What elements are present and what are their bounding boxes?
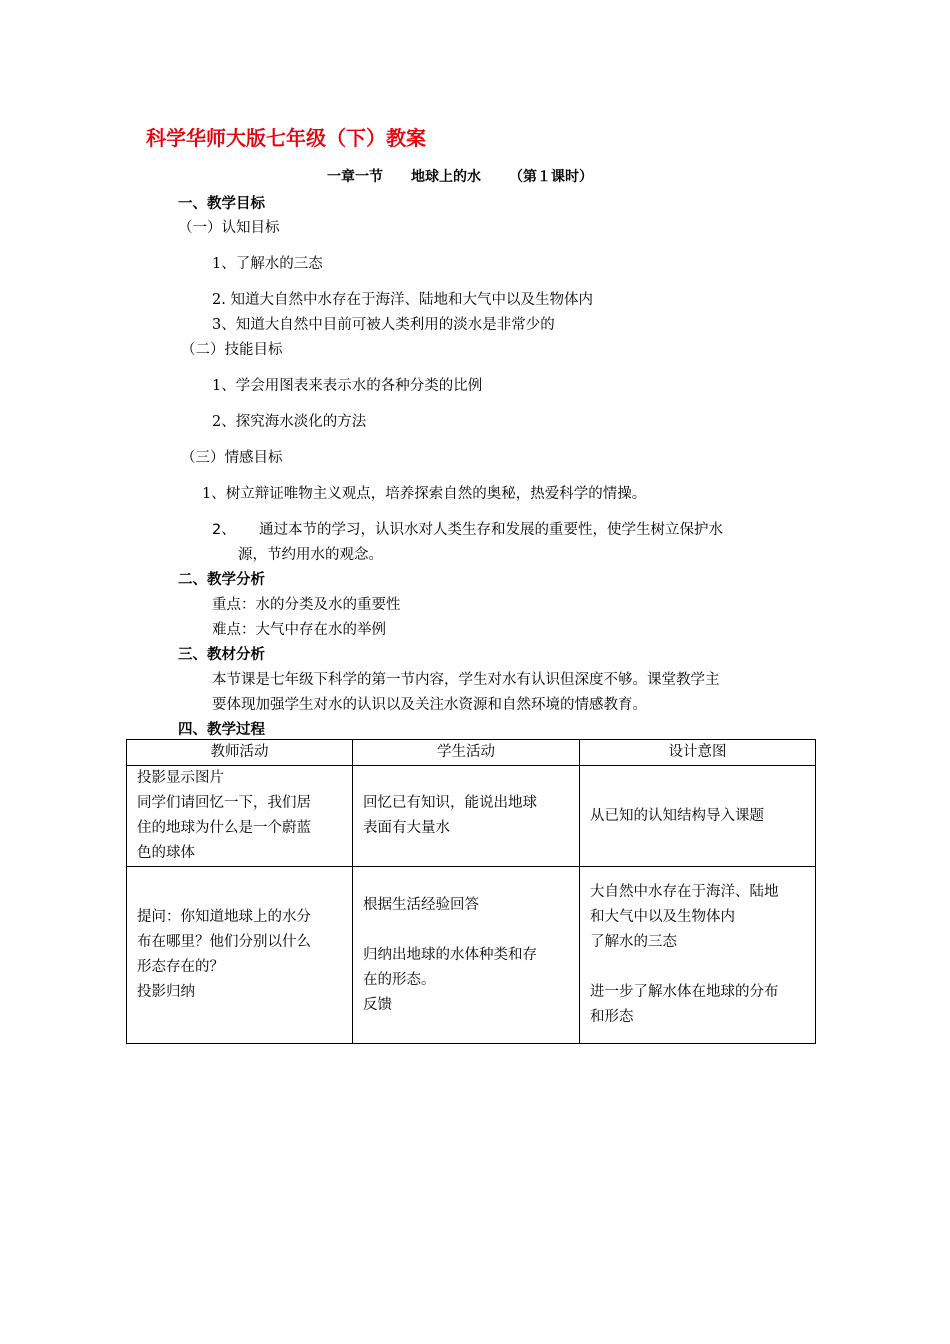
section-4-heading: 四、教学过程 [178, 722, 265, 738]
row2-teacher-cell [127, 867, 353, 1044]
row2-teacher-line: 形态存在的？ [137, 959, 224, 975]
document-title: 科学华师大版七年级（下）教案 [146, 126, 426, 150]
emotion-item-2-number: 2、 [212, 522, 236, 538]
row1-teacher-line: 投影显示图片 [137, 770, 224, 786]
row2-intent-line: 和大气中以及生物体内 [590, 909, 735, 925]
row1-student-line: 回忆已有知识，能说出地球 [363, 795, 537, 811]
lesson-subtitle [327, 166, 593, 186]
row1-intent-line: 从已知的认知结构导入课题 [590, 807, 764, 824]
row2-intent-cell [580, 867, 816, 1044]
row1-teacher-line: 住的地球为什么是一个蔚蓝 [137, 820, 311, 836]
emotion-goal-label: （三）情感目标 [181, 450, 283, 466]
row2-intent-line: 大自然中水存在于海洋、陆地 [590, 884, 779, 900]
header-design-intent: 设计意图 [580, 740, 816, 766]
row1-intent-cell [580, 766, 816, 867]
subtitle-period: （第１课时） [509, 169, 593, 185]
row2-teacher-line: 投影归纳 [137, 984, 195, 1000]
row2-teacher-line: 布在哪里？他们分别以什么 [137, 934, 311, 950]
analysis-key-point: 重点：水的分类及水的重要性 [212, 597, 401, 613]
analysis-difficulty: 难点：大气中存在水的举例 [212, 622, 386, 638]
row2-student-cell [353, 867, 580, 1044]
row2-student-line: 归纳出地球的水体种类和存 [363, 946, 537, 963]
skill-item-1: 1、学会用图表来表示水的各种分类的比例 [212, 378, 483, 394]
subtitle-chapter: 一章一节 [327, 169, 383, 185]
row2-student-line: 反馈 [363, 996, 392, 1013]
skill-goal-label: （二）技能目标 [181, 342, 283, 358]
row2-intent-line: 进一步了解水体在地球的分布 [590, 984, 779, 1000]
row1-teacher-cell [127, 766, 353, 867]
emotion-item-2-line-2: 源，节约用水的观念。 [238, 547, 383, 563]
row1-teacher-line: 色的球体 [137, 845, 195, 861]
row2-student-line: 根据生活经验回答 [363, 896, 479, 913]
cognitive-item-2: 2. 知道大自然中水存在于海洋、陆地和大气中以及生物体内 [212, 292, 593, 308]
row2-teacher-line: 提问：你知道地球上的水分 [137, 909, 311, 925]
table-row [127, 867, 816, 1044]
row1-teacher-line: 同学们请回忆一下，我们居 [137, 795, 311, 811]
table-row [127, 766, 816, 867]
section-3-heading: 三、教材分析 [178, 647, 265, 663]
row1-student-line: 表面有大量水 [363, 820, 450, 836]
cognitive-item-3: 3、知道大自然中目前可被人类利用的淡水是非常少的 [212, 317, 555, 333]
cognitive-goal-label: （一）认知目标 [178, 220, 280, 236]
cognitive-item-1: 1、了解水的三态 [212, 256, 323, 272]
row2-student-line: 在的形态。 [363, 971, 436, 988]
teaching-process-table [126, 739, 816, 1044]
skill-item-2: 2、探究海水淡化的方法 [212, 414, 367, 430]
header-student-activity: 学生活动 [353, 740, 580, 766]
row2-intent-line: 和形态 [590, 1009, 634, 1025]
emotion-item-2-line-1: 通过本节的学习，认识水对人类生存和发展的重要性，使学生树立保护水 [259, 522, 723, 538]
header-teacher-activity: 教师活动 [127, 740, 353, 766]
material-analysis-line-1: 本节课是七年级下科学的第一节内容，学生对水有认识但深度不够。课堂教学主 [212, 672, 720, 688]
section-1-heading: 一、教学目标 [178, 196, 265, 212]
row1-student-cell [353, 766, 580, 867]
emotion-item-1: 1、树立辩证唯物主义观点，培养探索自然的奥秘，热爱科学的情操。 [202, 486, 647, 502]
row2-intent-line: 了解水的三态 [590, 934, 677, 950]
subtitle-topic: 地球上的水 [411, 169, 481, 185]
material-analysis-line-2: 要体现加强学生对水的认识以及关注水资源和自然环境的情感教育。 [212, 697, 647, 713]
table-header-row [127, 740, 816, 766]
section-2-heading: 二、教学分析 [178, 572, 265, 588]
